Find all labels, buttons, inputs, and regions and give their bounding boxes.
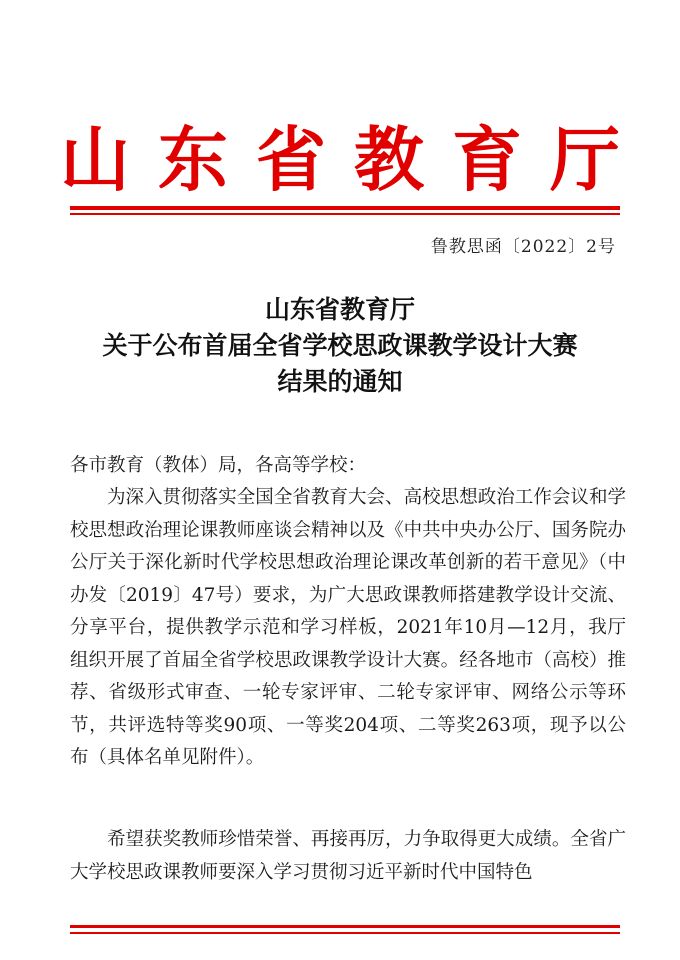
- document-number: 鲁教思函〔2022〕2号: [430, 237, 616, 257]
- masthead-char: 东: [158, 118, 228, 201]
- doc-title-line-3: 结果的通知: [277, 367, 403, 396]
- masthead-char: 省: [256, 118, 326, 201]
- footer-rule-thin: [70, 932, 620, 934]
- masthead-rule-thin: [70, 213, 620, 215]
- salutation: 各市教育（教体）局，各高等学校：: [70, 455, 367, 476]
- doc-title-line-1: 山东省教育厅: [264, 295, 415, 324]
- masthead-rule-thick: [70, 206, 620, 210]
- masthead-char: 厅: [550, 118, 620, 201]
- paragraph: 为深入贯彻落实全国全省教育大会、高校思想政治工作会议和学校思想政治理论课教师座谈会精神以及《中共中央办公厅、国务院办公厅关于深化新时代学校思想政治理论课改革创新的若干意见》（中办发〔2019〕47号）要求，为广大思政课教师搭建教学设计交流、分享平台，提供教学示范和学习样板，2021年10月—12月，我厅组织开展了首届全省学校思政课教学设计大赛。经各地市（高校）推荐、省级形式审查、一轮专家评审、二轮专家评审、网络公示等环节，共评选特等奖90项、一等奖204项、二等奖263项，现予以公布（具体名单见附件）。: [70, 487, 626, 768]
- footer-rule-thick: [70, 925, 620, 928]
- masthead-char: 教: [354, 118, 424, 201]
- doc-title-line-2: 关于公布首届全省学校思政课教学设计大赛: [102, 331, 578, 360]
- paragraph: 希望获奖教师珍惜荣誉、再接再厉，力争取得更大成绩。全省广大学校思政课教师要深入学习贯彻习近平新时代中国特色: [70, 829, 626, 883]
- masthead-char: 育: [452, 118, 522, 201]
- masthead-title: [60, 118, 620, 202]
- masthead-char: 山: [60, 118, 130, 201]
